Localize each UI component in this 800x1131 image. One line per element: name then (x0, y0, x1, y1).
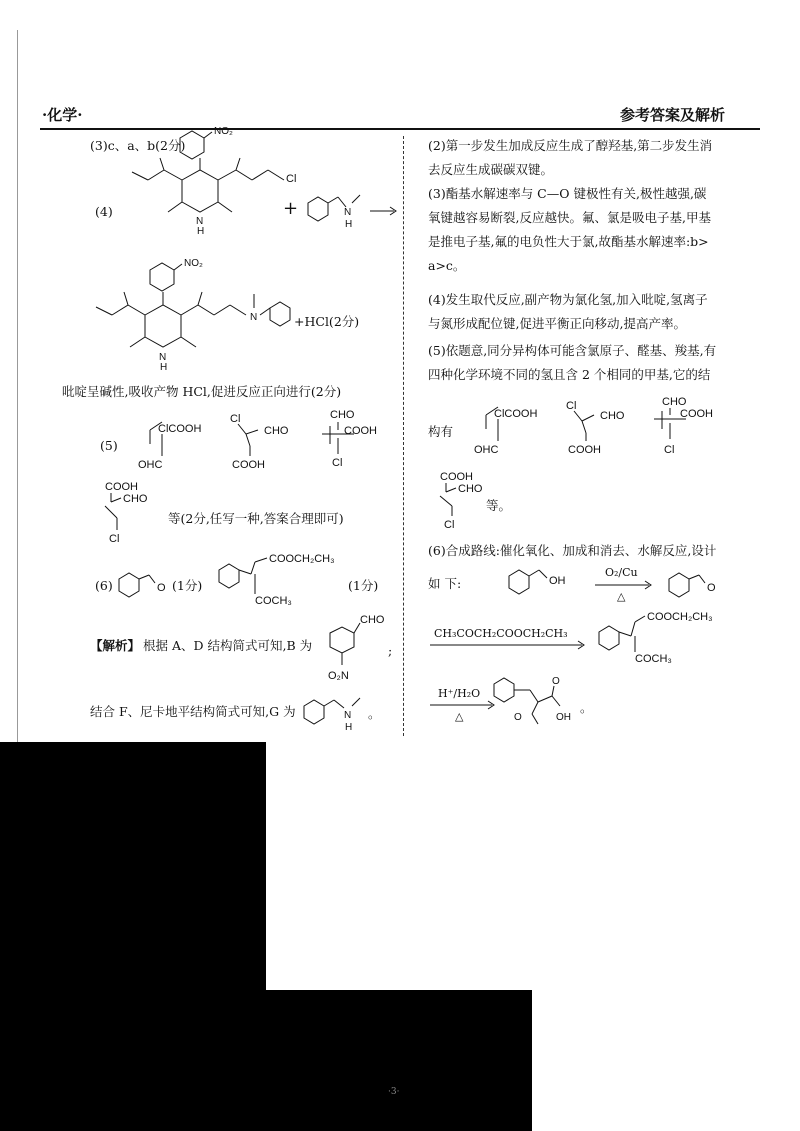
final-o-left: O (514, 712, 522, 723)
isomer3-cho: CHO (330, 409, 355, 421)
step1-o: O (707, 582, 716, 594)
isomer1-clcooh: ClCOOH (158, 423, 202, 435)
redaction-block-left (0, 742, 266, 1131)
q5-isomers-row (130, 410, 390, 480)
p4-line1: (4)发生取代反应,副产物为氯化氢,加入吡啶,氢离子 (428, 292, 708, 307)
product-nh-n: N (159, 352, 167, 363)
cond3-bottom: △ (455, 710, 464, 723)
isomer4-cho: CHO (123, 493, 148, 505)
final-oh: OH (556, 712, 571, 723)
analysis-semicolon: ; (388, 643, 393, 658)
alcohol-oh: OH (549, 575, 566, 587)
q6-coch3: COCH₃ (255, 595, 292, 607)
isomer2-cl: Cl (230, 413, 241, 425)
p4-line2: 与氮形成配位键,促进平衡正向移动,提高产率。 (428, 316, 686, 331)
cond1-top: O₂/Cu (605, 566, 638, 579)
isomer1-ohc: OHC (138, 459, 163, 471)
p5-line3: 构有 (428, 424, 454, 439)
step2-product (595, 608, 755, 668)
answer-header: 参考答案及解析 (620, 106, 726, 124)
step1-benzaldehyde (665, 565, 725, 605)
p3-line3: 是推电子基,氟的电负性大于氯,故酯基水解速率:b> (428, 234, 709, 249)
product-n-label: N (250, 312, 258, 323)
amine-h-label: H (345, 219, 353, 230)
product-nh-h: H (160, 362, 168, 373)
product-hcl-suffix: +HCl(2分) (294, 314, 360, 329)
q5-label: (5) (100, 438, 118, 453)
b-o2n: O₂N (328, 670, 349, 682)
analysis-label: 【解析】 (90, 638, 141, 653)
p5-line2: 四种化学环境不同的氢且含 2 个相同的甲基,它的结 (428, 367, 711, 382)
arrow-step1 (595, 580, 655, 590)
isomer2-cooh: COOH (232, 459, 265, 471)
header-rule (40, 128, 760, 130)
r-isomer2-cooh: COOH (568, 444, 601, 456)
isomer3-cl: Cl (332, 457, 343, 469)
q5-isomer4 (95, 480, 175, 550)
arrow-step2 (430, 640, 590, 650)
q6-label: (6) (95, 578, 113, 593)
r-isomer4-cooh: COOH (440, 471, 473, 483)
page-number: ·3· (388, 1087, 400, 1097)
r-isomer3-cho: CHO (662, 396, 687, 408)
q4-label: (4) (95, 204, 113, 219)
isomer4-cl: Cl (109, 533, 120, 545)
amine-n-label: N (344, 207, 352, 218)
analysis-text: 根据 A、D 结构简式可知,B 为 (143, 638, 313, 653)
g-end: 。 (368, 706, 381, 721)
isomer4-cooh: COOH (105, 481, 138, 493)
step2-cooet: COOCH₂CH₃ (647, 611, 713, 623)
r-isomer4-cl: Cl (444, 519, 455, 531)
p6-line2: 如 下: (428, 576, 462, 591)
isomer2-cho: CHO (264, 425, 289, 437)
r-isomer1-ohc: OHC (474, 444, 499, 456)
r-isomer1-clcooh: ClCOOH (494, 408, 538, 420)
p2-line2: 去反应生成碳碳双键。 (428, 162, 554, 177)
g-n: N (344, 710, 352, 721)
r-isomer3-cl: Cl (664, 444, 675, 456)
p5-end: 等。 (486, 498, 512, 513)
cond2-top: CH₃COCH₂COOCH₂CH₃ (434, 627, 568, 640)
final-o-top: O (552, 676, 560, 687)
b-cho: CHO (360, 614, 385, 626)
final-dot: 。 (580, 700, 593, 715)
subject-header: ·化学· (42, 106, 83, 124)
no2-label: NO₂ (214, 126, 233, 137)
redaction-block-bottom (266, 990, 532, 1131)
step2-coch3: COCH₃ (635, 653, 672, 665)
r-isomer2-cho: CHO (600, 410, 625, 422)
nh-label-n: N (196, 216, 204, 227)
aldehyde-o: O (157, 582, 166, 594)
p6-line1: (6)合成路线:催化氧化、加成和消去、水解反应,设计 (428, 543, 717, 558)
g-text: 结合 F、尼卡地平结构简式可知,G 为 (90, 704, 296, 719)
cond1-bottom: △ (617, 590, 626, 603)
q6-score-2: (1分) (348, 578, 379, 593)
cl-label: Cl (286, 173, 297, 185)
product-nicardipine-structure (90, 258, 300, 373)
cond3-top: H⁺/H₂O (438, 687, 481, 700)
q6-score-1: (1分) (172, 578, 203, 593)
p2-line1: (2)第一步发生加成反应生成了醇羟基,第二步发生消 (428, 138, 713, 153)
column-divider (403, 136, 404, 736)
r-isomer4-cho: CHO (458, 483, 483, 495)
nh-label-h: H (197, 226, 205, 237)
reagent-methylbenzylamine-structure (300, 185, 370, 235)
pyridine-note: 吡啶呈碱性,吸收产物 HCl,促进反应正向进行(2分) (62, 384, 342, 399)
p5-isomers-row (466, 395, 726, 465)
left-margin-line (17, 30, 18, 750)
p5-line1: (5)依题意,同分异构体可能含氯原子、醛基、羧基,有 (428, 343, 717, 358)
g-h: H (345, 722, 353, 733)
p3-line1: (3)酯基水解速率与 C—O 键极性有关,极性越强,碳 (428, 186, 707, 201)
p3-line2: 氧键越容易断裂,反应越快。氟、氯是吸电子基,甲基 (428, 210, 711, 225)
r-isomer3-cooh: COOH (680, 408, 713, 420)
isomer3-cooh: COOH (344, 425, 377, 437)
q5-note: 等(2分,任写一种,答案合理即可) (168, 511, 344, 526)
product-no2-label: NO₂ (184, 258, 203, 269)
reaction-arrow (370, 205, 400, 217)
q6-cooet: COOCH₂CH₃ (269, 553, 335, 565)
p3-line4: a>c。 (428, 258, 466, 273)
q3-answer: (3)c、a、b(2分) (90, 138, 186, 153)
plus-sign: + (283, 198, 299, 219)
r-isomer2-cl: Cl (566, 400, 577, 412)
benzyl-alcohol-structure (505, 562, 585, 602)
